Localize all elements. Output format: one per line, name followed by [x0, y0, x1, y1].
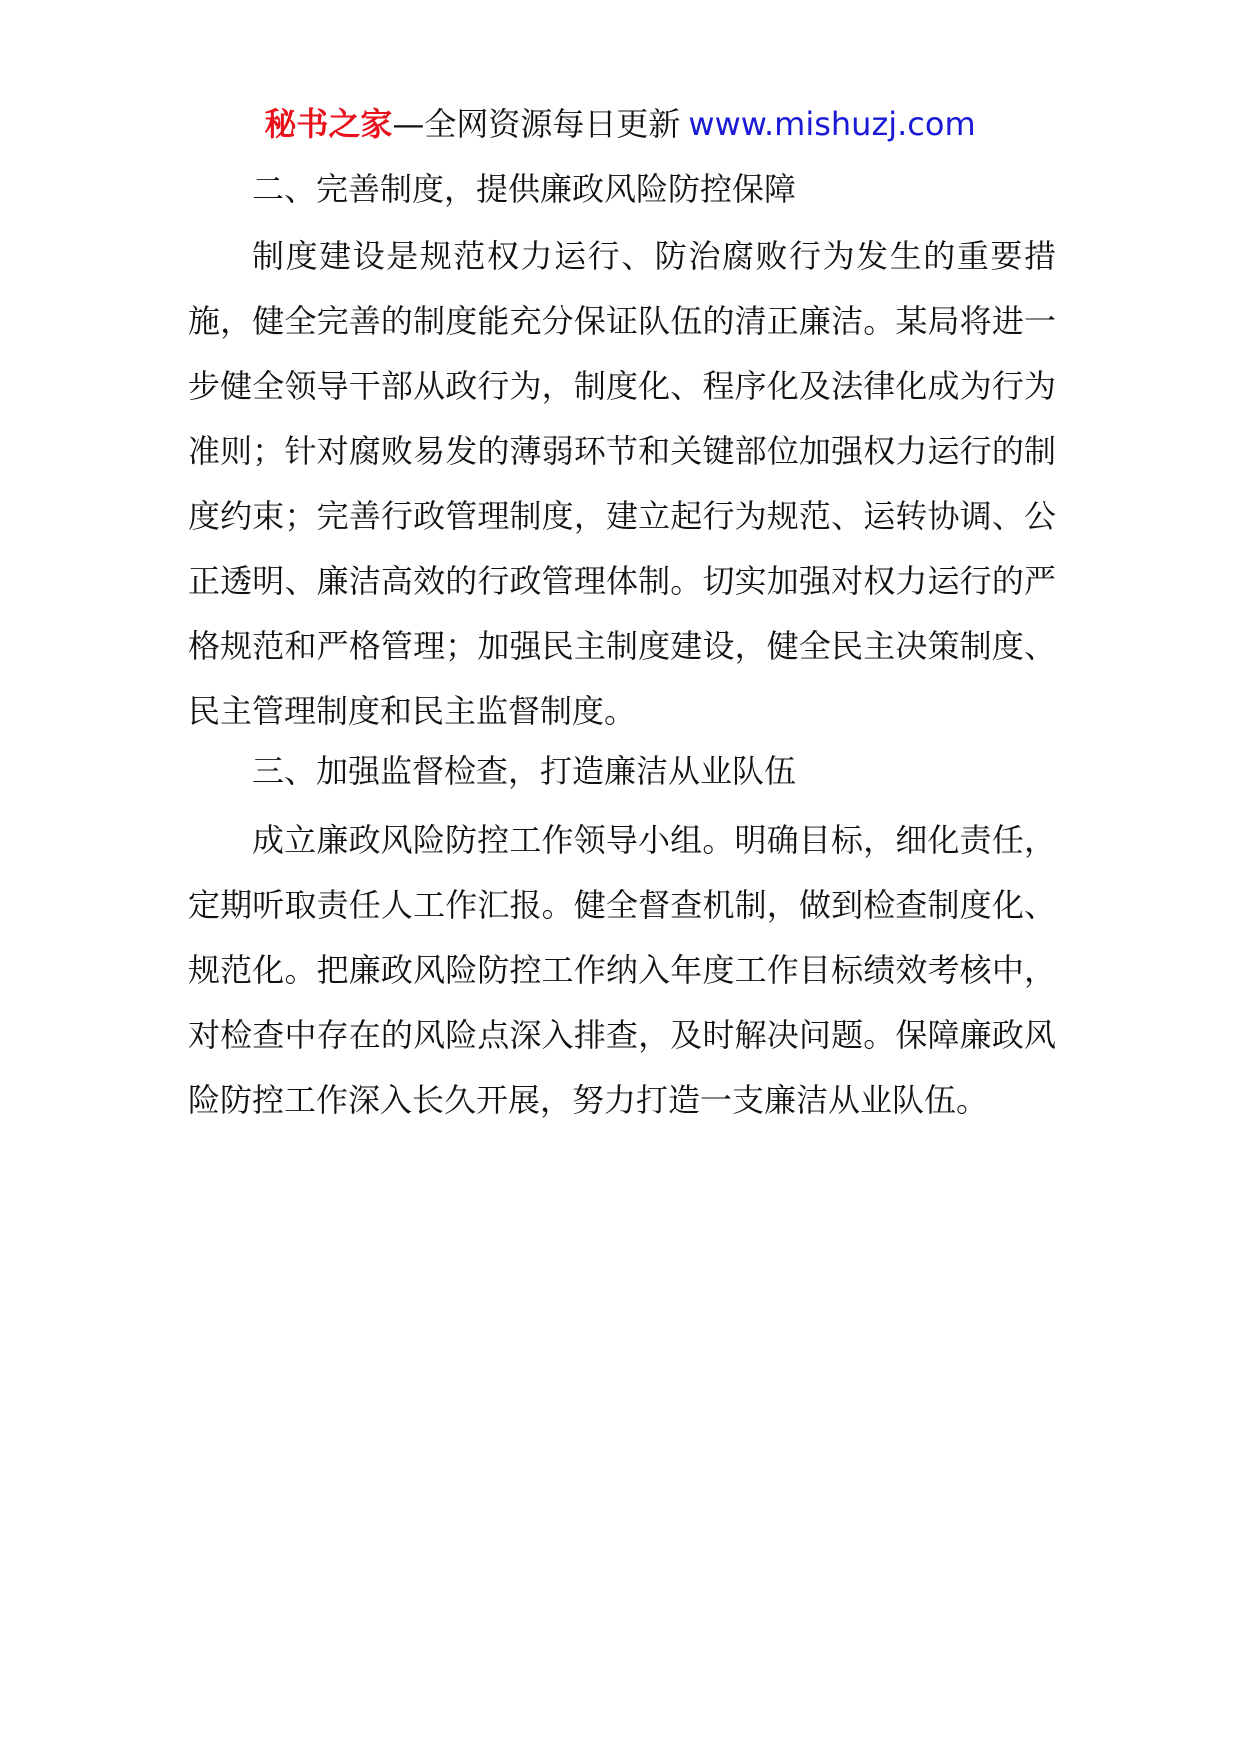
brand-name: 秘书之家: [264, 105, 393, 143]
site-url-link[interactable]: www.mishuzj.com: [688, 105, 976, 143]
header-tagline: —全网资源每日更新: [392, 105, 681, 143]
section-heading-3: 三、加强监督检查，打造廉洁从业队伍: [252, 752, 797, 790]
document-body: [188, 164, 1056, 1133]
section-paragraph-3: 成立廉政风险防控工作领导小组。明确目标，细化责任，定期听取责任人工作汇报。健全督查机制，做到检查制度化、规范化。把廉政风险防控工作纳入年度工作目标绩效考核中，对检查中存在的风险点深入排查，及时解决问题。保障廉政风险防控工作深入长久开展，努力打造一支廉洁从业队伍。: [188, 821, 1056, 1119]
page-header: [0, 102, 1240, 146]
section-paragraph-2: 制度建设是规范权力运行、防治腐败行为发生的重要措施，健全完善的制度能充分保证队伍的清正廉洁。某局将进一步健全领导干部从政行为，制度化、程序化及法律化成为行为准则；针对腐败易发的薄弱环节和关键部位加强权力运行的制度约束；完善行政管理制度，建立起行为规范、运转协调、公正透明、廉洁高效的行政管理体制。切实加强对权力运行的严格规范和严格管理；加强民主制度建设，健全民主决策制度、民主管理制度和民主监督制度。: [188, 237, 1056, 730]
section-heading-2: 二、完善制度，提供廉政风险防控保障: [252, 170, 797, 208]
